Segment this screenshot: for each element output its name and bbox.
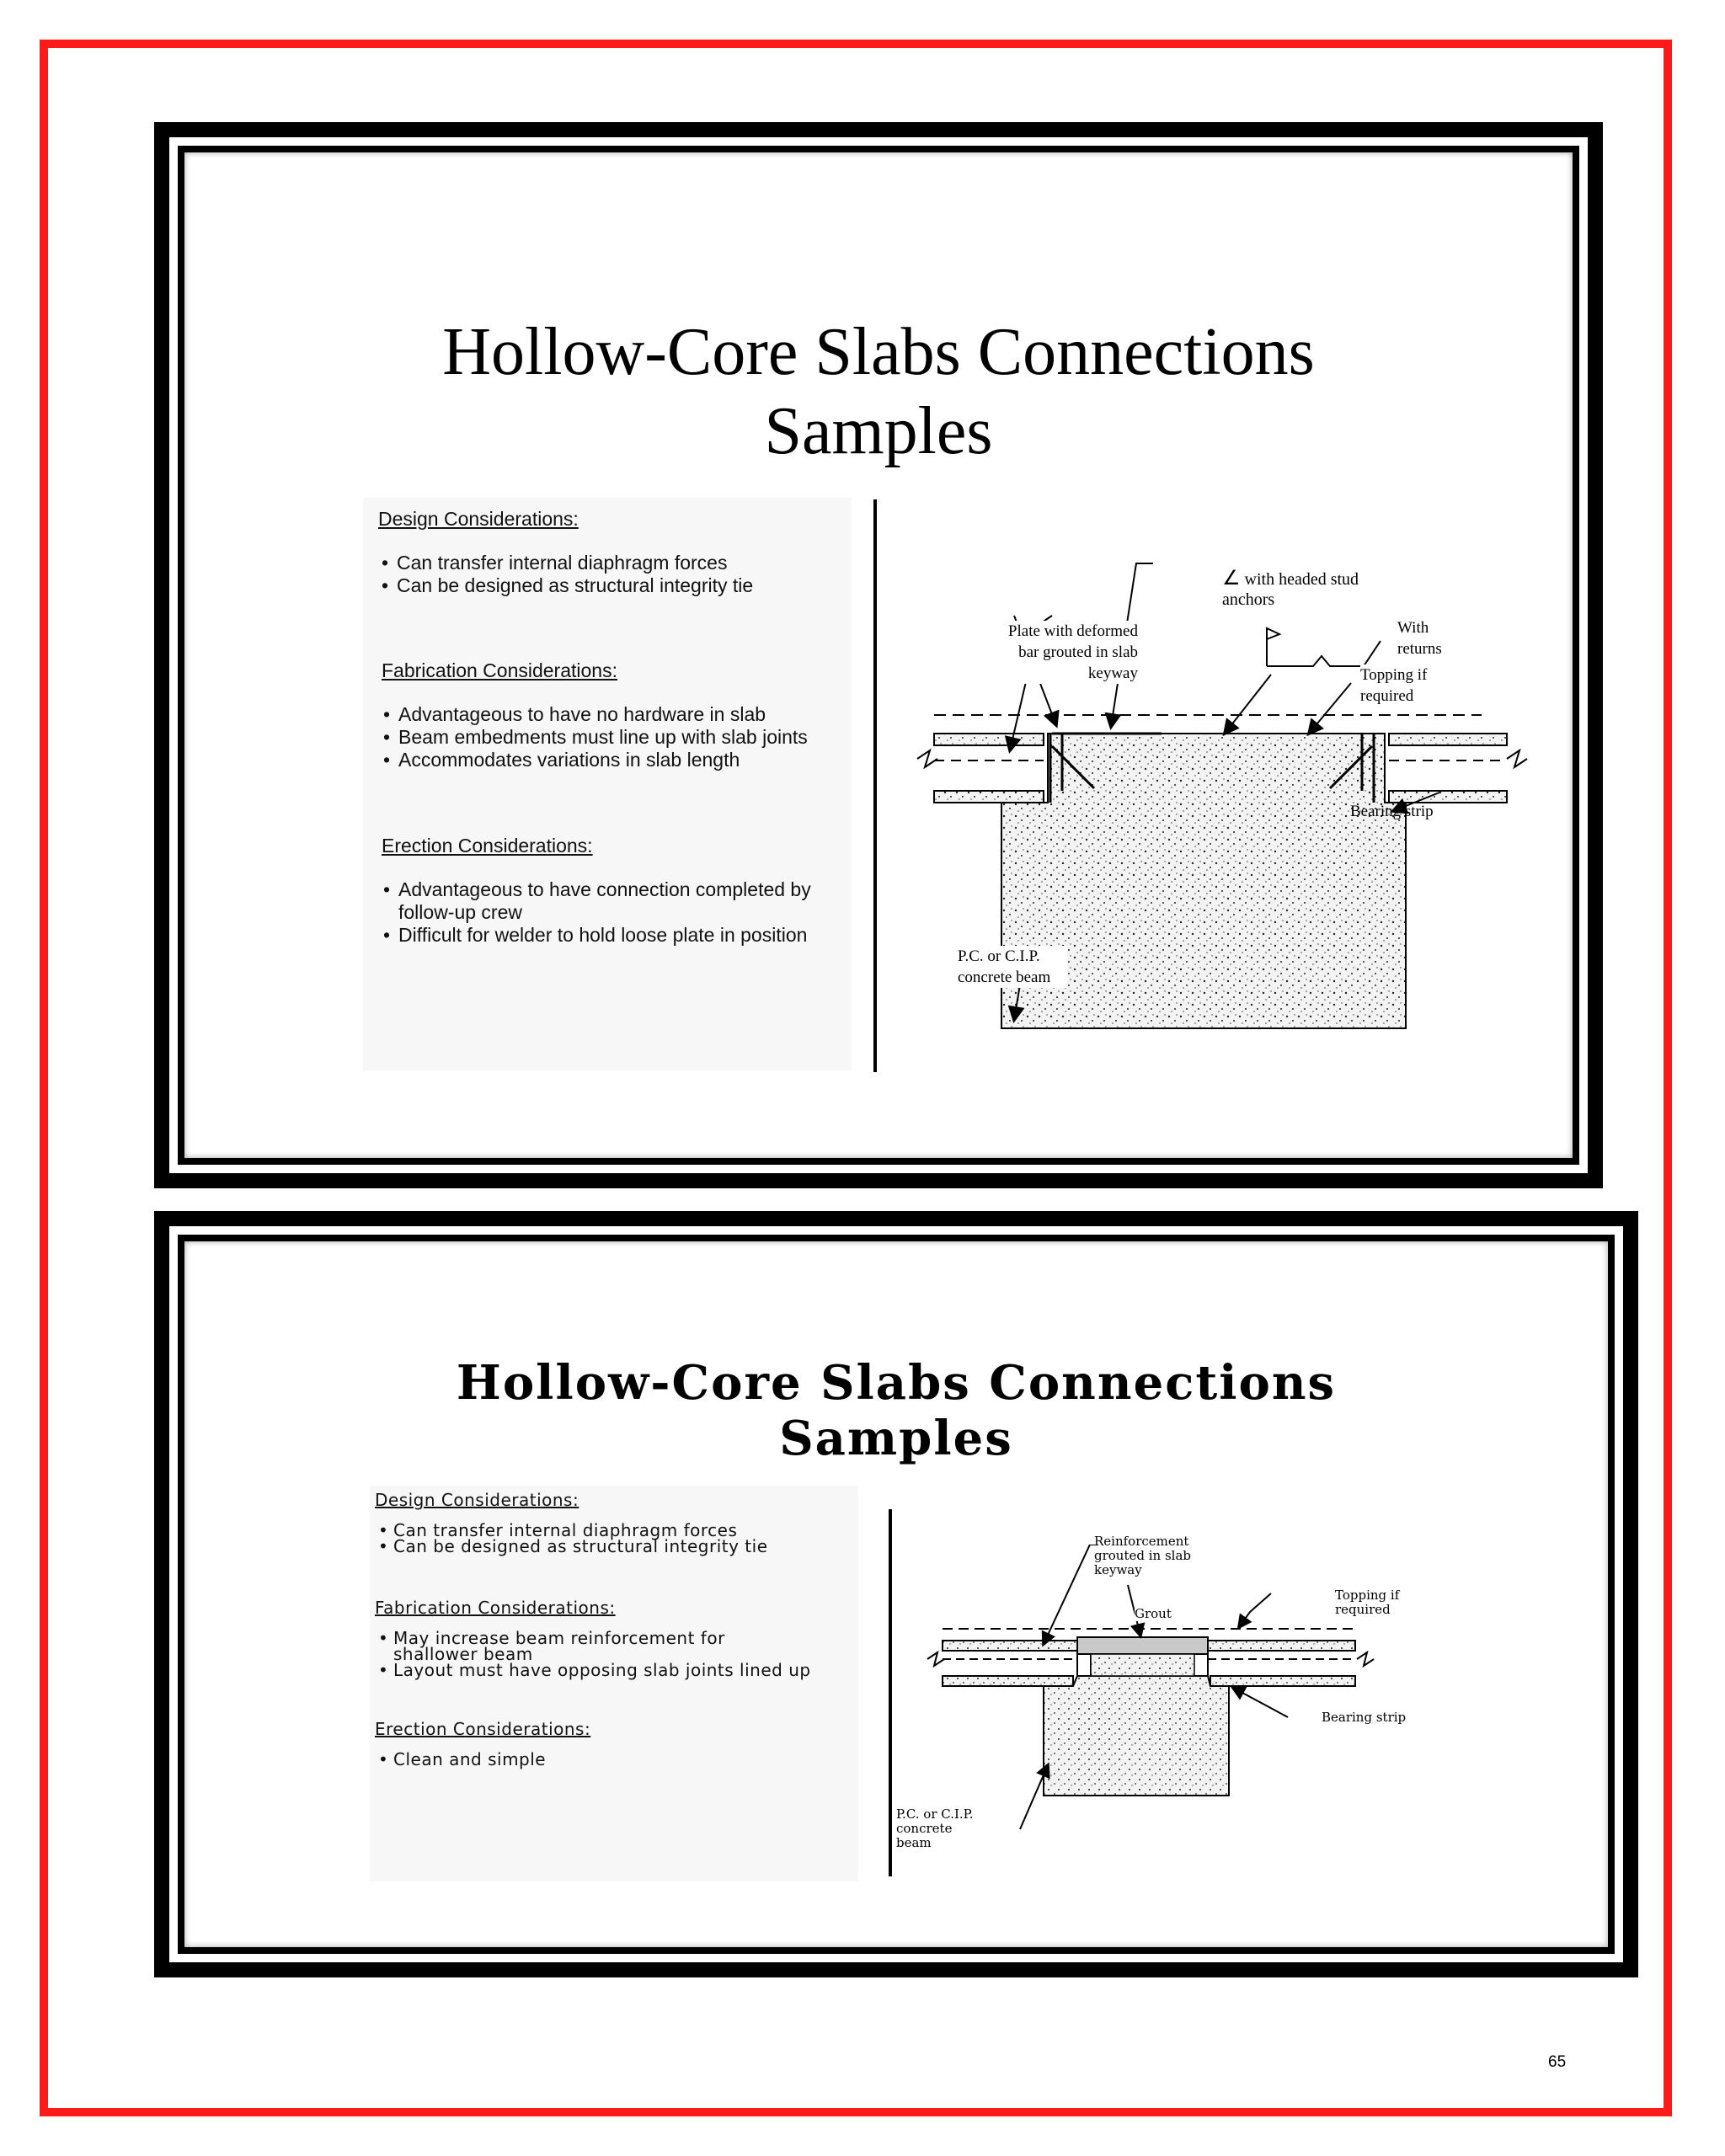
slide-2 bbox=[184, 1241, 1608, 1947]
design-heading: Design Considerations: bbox=[375, 1490, 579, 1510]
page-number: 65 bbox=[1548, 2053, 1567, 2071]
slide-2-title bbox=[184, 1355, 1608, 1466]
slab-left-top bbox=[934, 734, 1044, 745]
label-bearing: Bearing strip bbox=[1322, 1710, 1407, 1725]
erection-list bbox=[383, 878, 838, 947]
slide-2-title-line1: Hollow-Core Slabs Connections bbox=[456, 1355, 1337, 1411]
design-list bbox=[382, 552, 836, 597]
fabrication-heading: Fabrication Considerations: bbox=[382, 659, 617, 681]
list-item: • May increase beam reinforcement for shallower beam bbox=[378, 1630, 756, 1662]
slide-1-title-line2: Samples bbox=[764, 394, 993, 468]
erection-heading: Erection Considerations: bbox=[382, 835, 593, 857]
slide-2-divider bbox=[889, 1509, 892, 1876]
list-item: • Accommodates variations in slab length bbox=[383, 749, 821, 771]
slide-1-frame bbox=[154, 122, 1603, 1188]
fabrication-list bbox=[383, 703, 821, 771]
label-grout: Grout bbox=[1135, 1607, 1194, 1621]
label-reinforcement: Reinforcement grouted in slab keyway bbox=[1094, 1534, 1192, 1577]
erection-list bbox=[378, 1749, 850, 1769]
slide-1-considerations bbox=[363, 498, 852, 1070]
slide-1-title bbox=[184, 312, 1573, 471]
label-angle: ∠ with headed stud anchors bbox=[1222, 568, 1359, 609]
list-item: • Beam embedments must line up with slab joints bbox=[383, 726, 821, 749]
erection-heading: Erection Considerations: bbox=[375, 1719, 591, 1739]
list-item: • Layout must have opposing slab joints lined up bbox=[378, 1662, 850, 1678]
label-beam: P.C. or C.I.P. concrete beam bbox=[896, 1807, 989, 1850]
slide-1-title-line1: Hollow-Core Slabs Connections bbox=[442, 315, 1315, 389]
label-beam: P.C. or C.I.P. concrete beam bbox=[958, 946, 1067, 988]
label-topping: Topping if required bbox=[1360, 664, 1453, 707]
list-item: • Clean and simple bbox=[378, 1752, 850, 1768]
list-item: • Difficult for welder to hold loose plate in position bbox=[383, 924, 838, 947]
list-item: • Can transfer internal diaphragm forces bbox=[378, 1523, 850, 1539]
design-list bbox=[378, 1520, 850, 1556]
angle-icon: ∠ bbox=[1222, 568, 1241, 590]
label-plate: Plate with deformed bar grouted in slab keyway bbox=[985, 621, 1138, 684]
slide-2-frame bbox=[154, 1211, 1638, 1977]
label-bearing: Bearing strip bbox=[1350, 803, 1434, 820]
label-topping: Topping if required bbox=[1335, 1588, 1400, 1617]
fabrication-list bbox=[378, 1630, 850, 1678]
slide-1 bbox=[184, 152, 1573, 1158]
slide-2-considerations bbox=[370, 1486, 858, 1881]
list-item: • Can be designed as structural integrity tie bbox=[378, 1539, 850, 1555]
label-returns: With returns bbox=[1397, 617, 1465, 659]
slide-2-title-line2: Samples bbox=[779, 1411, 1013, 1466]
slab-left-bottom bbox=[934, 791, 1044, 803]
list-item: • Can transfer internal diaphragm forces bbox=[382, 552, 836, 574]
list-item: • Advantageous to have no hardware in slab bbox=[383, 703, 821, 726]
fabrication-heading: Fabrication Considerations: bbox=[375, 1598, 616, 1618]
list-item: • Advantageous to have connection completed by follow-up crew bbox=[383, 878, 838, 924]
design-heading: Design Considerations: bbox=[378, 508, 579, 530]
slide-1-divider bbox=[873, 499, 877, 1072]
slab-right-top bbox=[1389, 734, 1507, 745]
list-item: • Can be designed as structural integrity tie bbox=[382, 574, 836, 597]
